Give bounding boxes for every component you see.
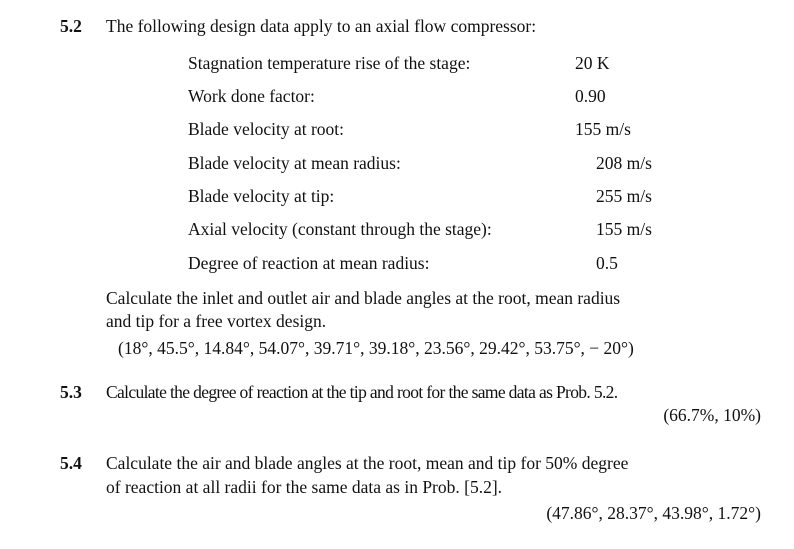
data-label: Degree of reaction at mean radius:: [188, 253, 430, 273]
question-line: and tip for a free vortex design.: [106, 311, 327, 331]
data-value: 0.5: [596, 253, 618, 273]
data-value: 0.90: [575, 86, 606, 106]
problem-number: 5.2: [60, 16, 82, 36]
data-label: Stagnation temperature rise of the stage:: [188, 53, 471, 73]
problem-number: 5.3: [60, 382, 82, 402]
data-label: Blade velocity at tip:: [188, 186, 335, 206]
question-line: Calculate the air and blade angles at the root, mean and tip for 50% degree: [106, 453, 629, 473]
question-line: of reaction at all radii for the same data as in Prob. [5.2].: [106, 477, 503, 497]
data-value: 20 K: [575, 53, 610, 73]
answer: (47.86°, 28.37°, 43.98°, 1.72°): [546, 503, 761, 523]
data-label: Blade velocity at mean radius:: [188, 153, 401, 173]
data-value: 208 m/s: [596, 153, 652, 173]
question-line: Calculate the inlet and outlet air and blade angles at the root, mean radius: [106, 288, 621, 308]
data-label: Axial velocity (constant through the stage):: [188, 219, 492, 239]
data-value: 255 m/s: [596, 186, 652, 206]
answer: (18°, 45.5°, 14.84°, 54.07°, 39.71°, 39.18°, 23.56°, 29.42°, 53.75°, − 20°): [118, 338, 634, 358]
question-line: Calculate the degree of reaction at the tip and root for the same data as Prob. 5.2.: [106, 382, 618, 402]
data-value: 155 m/s: [596, 219, 652, 239]
problem-statement: The following design data apply to an axial flow compressor:: [106, 16, 537, 36]
data-label: Work done factor:: [188, 86, 315, 106]
problem-number: 5.4: [60, 453, 82, 473]
data-label: Blade velocity at root:: [188, 119, 344, 139]
data-value: 155 m/s: [575, 119, 631, 139]
answer: (66.7%, 10%): [663, 405, 761, 425]
